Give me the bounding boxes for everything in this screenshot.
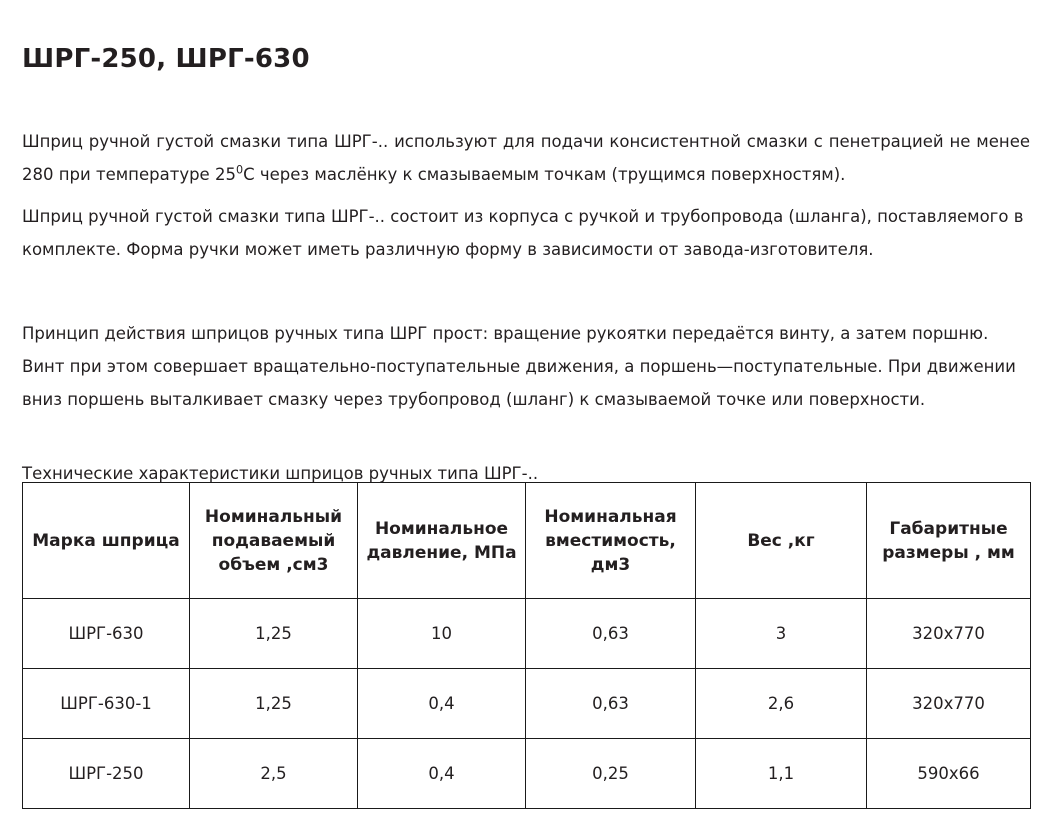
paragraph-operating-principle: Принцип действия шприцов ручных типа ШРГ прост: вращение рукоятки передаётся винту, а затем поршню. Винт при этом совершает вращательно-поступательные движения, а поршень—поступательные. При движении вниз поршень выталкивает смазку через трубопровод (шланг) к смазываемой точке или поверхности.: [22, 323, 1016, 409]
table-row: [23, 669, 1031, 739]
cell-brand: ШРГ-250: [23, 739, 190, 809]
cell-nominal-volume: 1,25: [190, 599, 358, 669]
cell-nominal-pressure: 0,4: [358, 669, 526, 739]
table-header-row: [23, 483, 1031, 599]
table-row: [23, 599, 1031, 669]
cell-nominal-volume: 2,5: [190, 739, 358, 809]
spec-table-head: [23, 483, 1031, 599]
page-title: ШРГ-250, ШРГ-630: [22, 44, 310, 75]
cell-brand: ШРГ-630-1: [23, 669, 190, 739]
cell-nominal-pressure: 10: [358, 599, 526, 669]
column-header-nominal-capacity: Номинальная вместимость, дм3: [526, 483, 696, 599]
column-header-dimensions: Габаритные размеры , мм: [867, 483, 1031, 599]
cell-nominal-capacity: 0,63: [526, 669, 696, 739]
cell-dimensions: 320х770: [867, 669, 1031, 739]
paragraph-intro-text-part1: Шприц ручной густой смазки типа ШРГ-.. используют для подачи консистентной смазки с пенетрацией не менее 280 при температуре 25: [22, 131, 1030, 184]
cell-weight: 3: [696, 599, 867, 669]
cell-nominal-capacity: 0,63: [526, 599, 696, 669]
cell-dimensions: 590х66: [867, 739, 1031, 809]
cell-dimensions: 320х770: [867, 599, 1031, 669]
spec-table-container: [22, 482, 1030, 809]
column-header-brand: Марка шприца: [23, 483, 190, 599]
cell-nominal-volume: 1,25: [190, 669, 358, 739]
table-row: [23, 739, 1031, 809]
cell-weight: 2,6: [696, 669, 867, 739]
cell-nominal-pressure: 0,4: [358, 739, 526, 809]
paragraph-construction: Шприц ручной густой смазки типа ШРГ-.. состоит из корпуса с ручкой и трубопровода (шланга), поставляемого в комплекте. Форма ручки может иметь различную форму в зависимости от завода-изготовителя.: [22, 206, 1024, 259]
cell-weight: 1,1: [696, 739, 867, 809]
cell-brand: ШРГ-630: [23, 599, 190, 669]
paragraph-spec-caption: Технические характеристики шприцов ручных типа ШРГ-..: [22, 463, 539, 483]
spec-table-body: [23, 599, 1031, 809]
paragraph-intro: [22, 125, 1030, 191]
column-header-weight: Вес ,кг: [696, 483, 867, 599]
column-header-nominal-volume: Номинальный подаваемый объем ,см3: [190, 483, 358, 599]
paragraph-intro-text-part2: С через маслёнку к смазываемым точкам (трущимся поверхностям).: [243, 164, 846, 184]
spec-table: [22, 482, 1031, 809]
cell-nominal-capacity: 0,25: [526, 739, 696, 809]
degree-superscript: 0: [235, 163, 244, 176]
column-header-nominal-pressure: Номинальное давление, МПа: [358, 483, 526, 599]
